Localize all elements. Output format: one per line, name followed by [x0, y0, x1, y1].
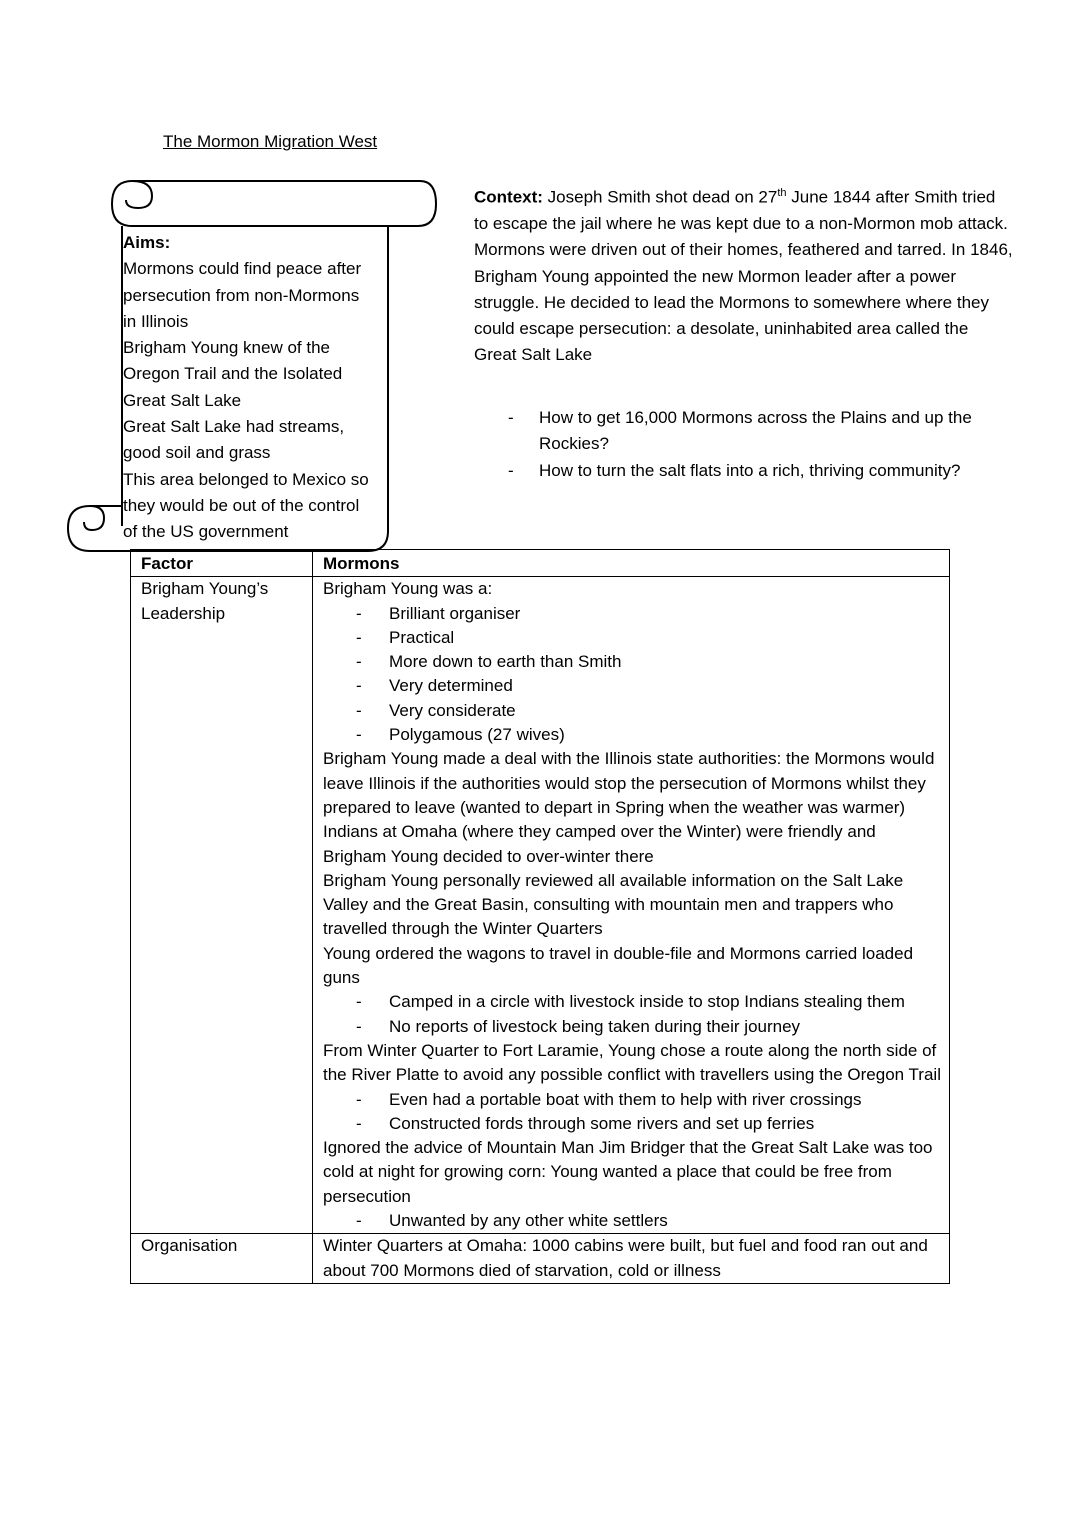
bullet-item — [323, 1209, 941, 1233]
bullet-item — [323, 650, 941, 674]
bullet-text: Constructed fords through some rivers and set up ferries — [389, 1113, 815, 1133]
bullet-item — [323, 990, 941, 1014]
factors-table — [130, 549, 950, 1284]
content-paragraph: Indians at Omaha (where they camped over the Winter) were friendly and Brigham Young decided to over-winter there — [323, 822, 876, 866]
context-label: Context: — [474, 187, 543, 207]
bullet-dash: - — [356, 1089, 362, 1109]
bullet-text: Very determined — [389, 676, 513, 696]
bullet-dash: - — [356, 627, 362, 647]
aims-line: Great Salt Lake — [123, 390, 242, 410]
context-text-1: Joseph Smith shot dead on 27 — [542, 187, 778, 207]
context-sup: th — [777, 187, 787, 199]
aims-line: Mormons could find peace after — [123, 259, 362, 279]
factor-cell: Organisation — [131, 1234, 313, 1284]
aims-line: Great Salt Lake had streams, — [123, 417, 345, 437]
bullet-dash: - — [356, 1113, 362, 1133]
bullet-dash: - — [356, 652, 362, 672]
bullet-text: Unwanted by any other white settlers — [389, 1211, 668, 1231]
aims-line: they would be out of the control — [123, 495, 360, 515]
header-factor: Factor — [131, 550, 313, 577]
bullet-dash: - — [508, 408, 514, 427]
aims-line: of the US government — [123, 522, 289, 542]
bullet-text: Even had a portable boat with them to help with river crossings — [389, 1089, 862, 1109]
content-paragraph: Ignored the advice of Mountain Man Jim Bridger that the Great Salt Lake was too cold at night for growing corn: Young wanted a place that could be free from persecution — [323, 1138, 933, 1206]
content-cell — [313, 577, 950, 1234]
content-paragraph: From Winter Quarter to Fort Laramie, Young chose a route along the north side of the River Platte to avoid any possible conflict with travellers using the Oregon Trail — [323, 1040, 941, 1085]
aims-line: good soil and grass — [123, 443, 271, 463]
bullet-text: Polygamous (27 wives) — [389, 725, 565, 745]
bullet-dash: - — [356, 676, 362, 696]
content-paragraph: Brigham Young was a: — [323, 579, 493, 599]
bullet-dash: - — [508, 460, 514, 480]
bullet-dash: - — [356, 1211, 362, 1231]
question-text: How to turn the salt flats into a rich, thriving community? — [539, 460, 961, 480]
bullet-item — [323, 602, 941, 626]
aims-line: Brigham Young knew of the — [123, 338, 330, 358]
bullet-dash: - — [356, 700, 362, 720]
aims-heading: Aims: — [123, 233, 171, 252]
table-row — [131, 577, 950, 1234]
aims-line: Oregon Trail and the Isolated — [123, 364, 343, 384]
page-title: The Mormon Migration West — [163, 132, 378, 151]
bullet-item — [323, 674, 941, 698]
bullet-dash: - — [356, 603, 362, 623]
content-paragraph: Brigham Young personally reviewed all available information on the Salt Lake Valley and the Great Basin, consulting with mountain men and trappers who travelled through the Winter Quarters — [323, 870, 904, 939]
questions-list — [474, 405, 994, 484]
bullet-dash: - — [356, 725, 362, 745]
aims-line: in Illinois — [123, 311, 189, 331]
aims-line: persecution from non-Mormons — [123, 285, 360, 305]
content-cell — [313, 1234, 950, 1284]
bullet-text: Camped in a circle with livestock inside to stop Indians stealing them — [389, 992, 905, 1012]
bullet-text: More down to earth than Smith — [389, 652, 622, 672]
question-text: How to get 16,000 Mormons across the Plains and up the Rockies? — [539, 408, 972, 454]
aims-line: This area belonged to Mexico so — [123, 469, 369, 489]
header-mormons: Mormons — [313, 550, 950, 577]
bullet-dash: - — [356, 1016, 362, 1036]
content-paragraph: Winter Quarters at Omaha: 1000 cabins were built, but fuel and food ran out and about 700 Mormons died of starvation, cold or illness — [323, 1236, 928, 1280]
bullet-text: Brilliant organiser — [389, 603, 521, 623]
bullet-item — [323, 723, 941, 747]
aims-box — [123, 230, 388, 546]
table-row — [131, 1234, 950, 1284]
content-paragraph: Brigham Young made a deal with the Illinois state authorities: the Mormons would leave Illinois if the authorities would stop the persecution of Mormons whilst they prepared to leave (wanted to depart in Spring when the weather was warmer) — [323, 749, 935, 817]
bullet-item — [323, 1112, 941, 1136]
question-item — [474, 405, 994, 458]
question-item — [474, 458, 994, 484]
content-paragraph: Young ordered the wagons to travel in double-file and Mormons carried loaded guns — [323, 943, 914, 988]
bullet-item — [323, 1088, 941, 1112]
bullet-item — [323, 1015, 941, 1039]
bullet-text: Practical — [389, 627, 455, 647]
context-paragraph — [474, 180, 1014, 369]
bullet-item — [323, 626, 941, 650]
factor-cell: Brigham Young’s Leadership — [131, 577, 313, 1234]
bullet-item — [323, 699, 941, 723]
context-text-2: June 1844 after Smith tried to escape the jail where he was kept due to a non-Mormon mob attack. Mormons were driven out of their homes, feathered and tarred. In 1846, Brigham Young appointed the new Mormon leader after a power struggle. He decided to lead the Mormons to somewhere where they could escape persecution: a desolate, uninhabited area called the Great Salt Lake — [474, 187, 1013, 365]
bullet-text: Very considerate — [389, 700, 516, 720]
bullet-text: No reports of livestock being taken during their journey — [389, 1016, 801, 1036]
bullet-dash: - — [356, 992, 362, 1012]
